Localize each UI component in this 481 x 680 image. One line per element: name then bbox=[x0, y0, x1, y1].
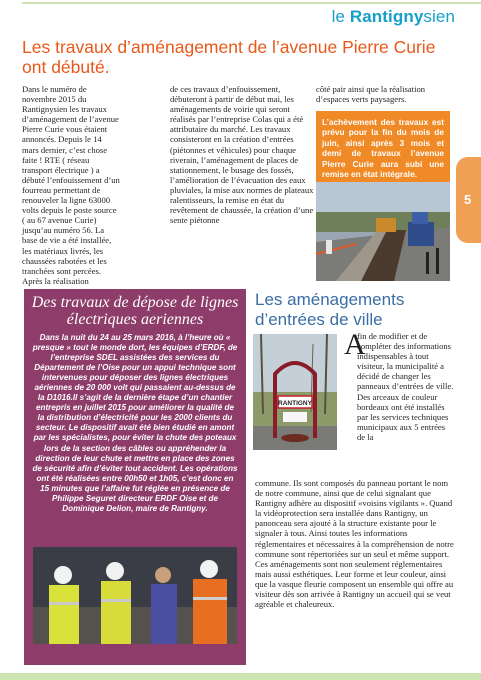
power-line-removal-box bbox=[24, 289, 246, 665]
power-line-removal-title: Des travaux de dépose de lignes électriques aeriennes bbox=[31, 294, 239, 328]
masthead-rule bbox=[22, 2, 481, 4]
article2-dropcap: A bbox=[344, 328, 366, 361]
footer-bar bbox=[0, 673, 481, 680]
article1-column-2: de ces travaux d’enfouissement, débuteront à partir de début mai, les aménagements de voirie qui seront réalisés par l’entreprise Colas qui a été attributaire du marché. Les travaux consisteront en la création d’entrées (piétonnes et véhicules) pour chaque riverain, l’aménagement de places de stationnement, le busage des fossés, l’amélioration de l’évacuation des eaux pluviales, la mise aux normes de plateaux ralentisseurs, la remise en état du revêtement de chaussée, la création d’une sente piétonne bbox=[170, 84, 314, 226]
night-workers-photo bbox=[33, 547, 237, 644]
completion-note-box: L’achèvement des travaux est prévu pour la fin du mois de juin, ainsi après 3 mois et demi de travaux l’avenue Pierre Curie aura subi une remise en état intégrale. bbox=[316, 111, 450, 191]
masthead bbox=[0, 0, 481, 34]
sign-label: RANTIGNY bbox=[278, 400, 312, 407]
roadworks-photo bbox=[316, 182, 450, 281]
headline-town-entrances: Les aménagements d’entrées de ville bbox=[255, 290, 405, 329]
town-entrance-sign-photo bbox=[253, 334, 337, 450]
article1-column-3: côté pair ainsi que la réalisation d’espaces verts paysagers. bbox=[316, 84, 426, 105]
page-number: 5 bbox=[464, 192, 472, 207]
headline-avenue-curie: Les travaux d’aménagement de l’avenue Pierre Curie ont débuté. bbox=[22, 37, 436, 77]
power-line-removal-text: Dans la nuit du 24 au 25 mars 2016, à l’heure où « presque » tout le monde dort, les équipes d’ERDF, de l’entreprise SDEL assistées des services du Département de l’Oise pour un appui technique sont intervenues pour déposer des lignes électriques aériennes de 20 000 volt qui passaient au-dessus de la D1016.Il s’agit de la dernière étape d’un chantier entrepris en juillet 2015 pour améliorer la qualité de la distribution d’électricité pour les 2000 clients du secteur. Le dispositif avait été bien étudié en amont par les spécialistes, pour éviter la chute des poteaux lors de la section des câbles ou appréhender la direction de leur chute et mettre en place des zones de sécurité afin d’éviter tout accident. Les opérations ont été réalisées entre 00h50 et 1h05, c’est donc en 15 minutes que l’affaire fut réglée en présence de Philippe Seguret directeur ERDF Oise et de Dominique Delion, maire de Rantigny. bbox=[32, 333, 238, 513]
brand-logo: le Rantignysien bbox=[331, 7, 455, 26]
article2-body: commune. Ils sont composés du panneau portant le nom de notre commune, ainsi que de celui signalant que Rantigny adhère au dispositif «voisins vigilants ». Quand la vidéoprotection sera installée dans Rantigny, un panonceau sera ajouté à la structure existante pour le signaler à tous. Ainsi toutes les informations réglementaires et nécessaires à la compréhension de notre commune sont répertoriées sur un seul et même support. Ces aménagements sont non seulement réglementaires mais aussi esthétiques. Leur forme et leur couleur, ainsi que la vasque fleurie composent un ensemble qui offre au visiteur dès son arrivée à Rantigny un accueil qui se veut agréable et chaleureux. bbox=[255, 478, 454, 610]
page-number-tab bbox=[456, 157, 481, 243]
article2-intro: fin de modifier et de compléter des informations indispensables à tout visiteur, la municipalité a décidé de changer les panneaux d’entrées de ville. Des arceaux de couleur bordeaux ont été installés par les services techniques municipaux aux 5 entrées de la bbox=[357, 331, 454, 442]
article1-column-1: Dans le numéro de novembre 2015 du Rantignysien les travaux d’aménagement de l’avenue Pierre Curie vous étaient annoncés. Depuis le 14 mars dernier, c’est chose faite ! RTE ( réseau transport électrique ) a débuté l’enfouissement d’un fourreau permettant de renouveler la ligne 63000 volts depuis le poste source ( au 67 avenue Curie) jusqu’au numéro 56. La base de vie a été installée, les matériaux livrés, les chaussées rabotées et les tranchées sont percées. Après la réalisation bbox=[22, 84, 120, 286]
